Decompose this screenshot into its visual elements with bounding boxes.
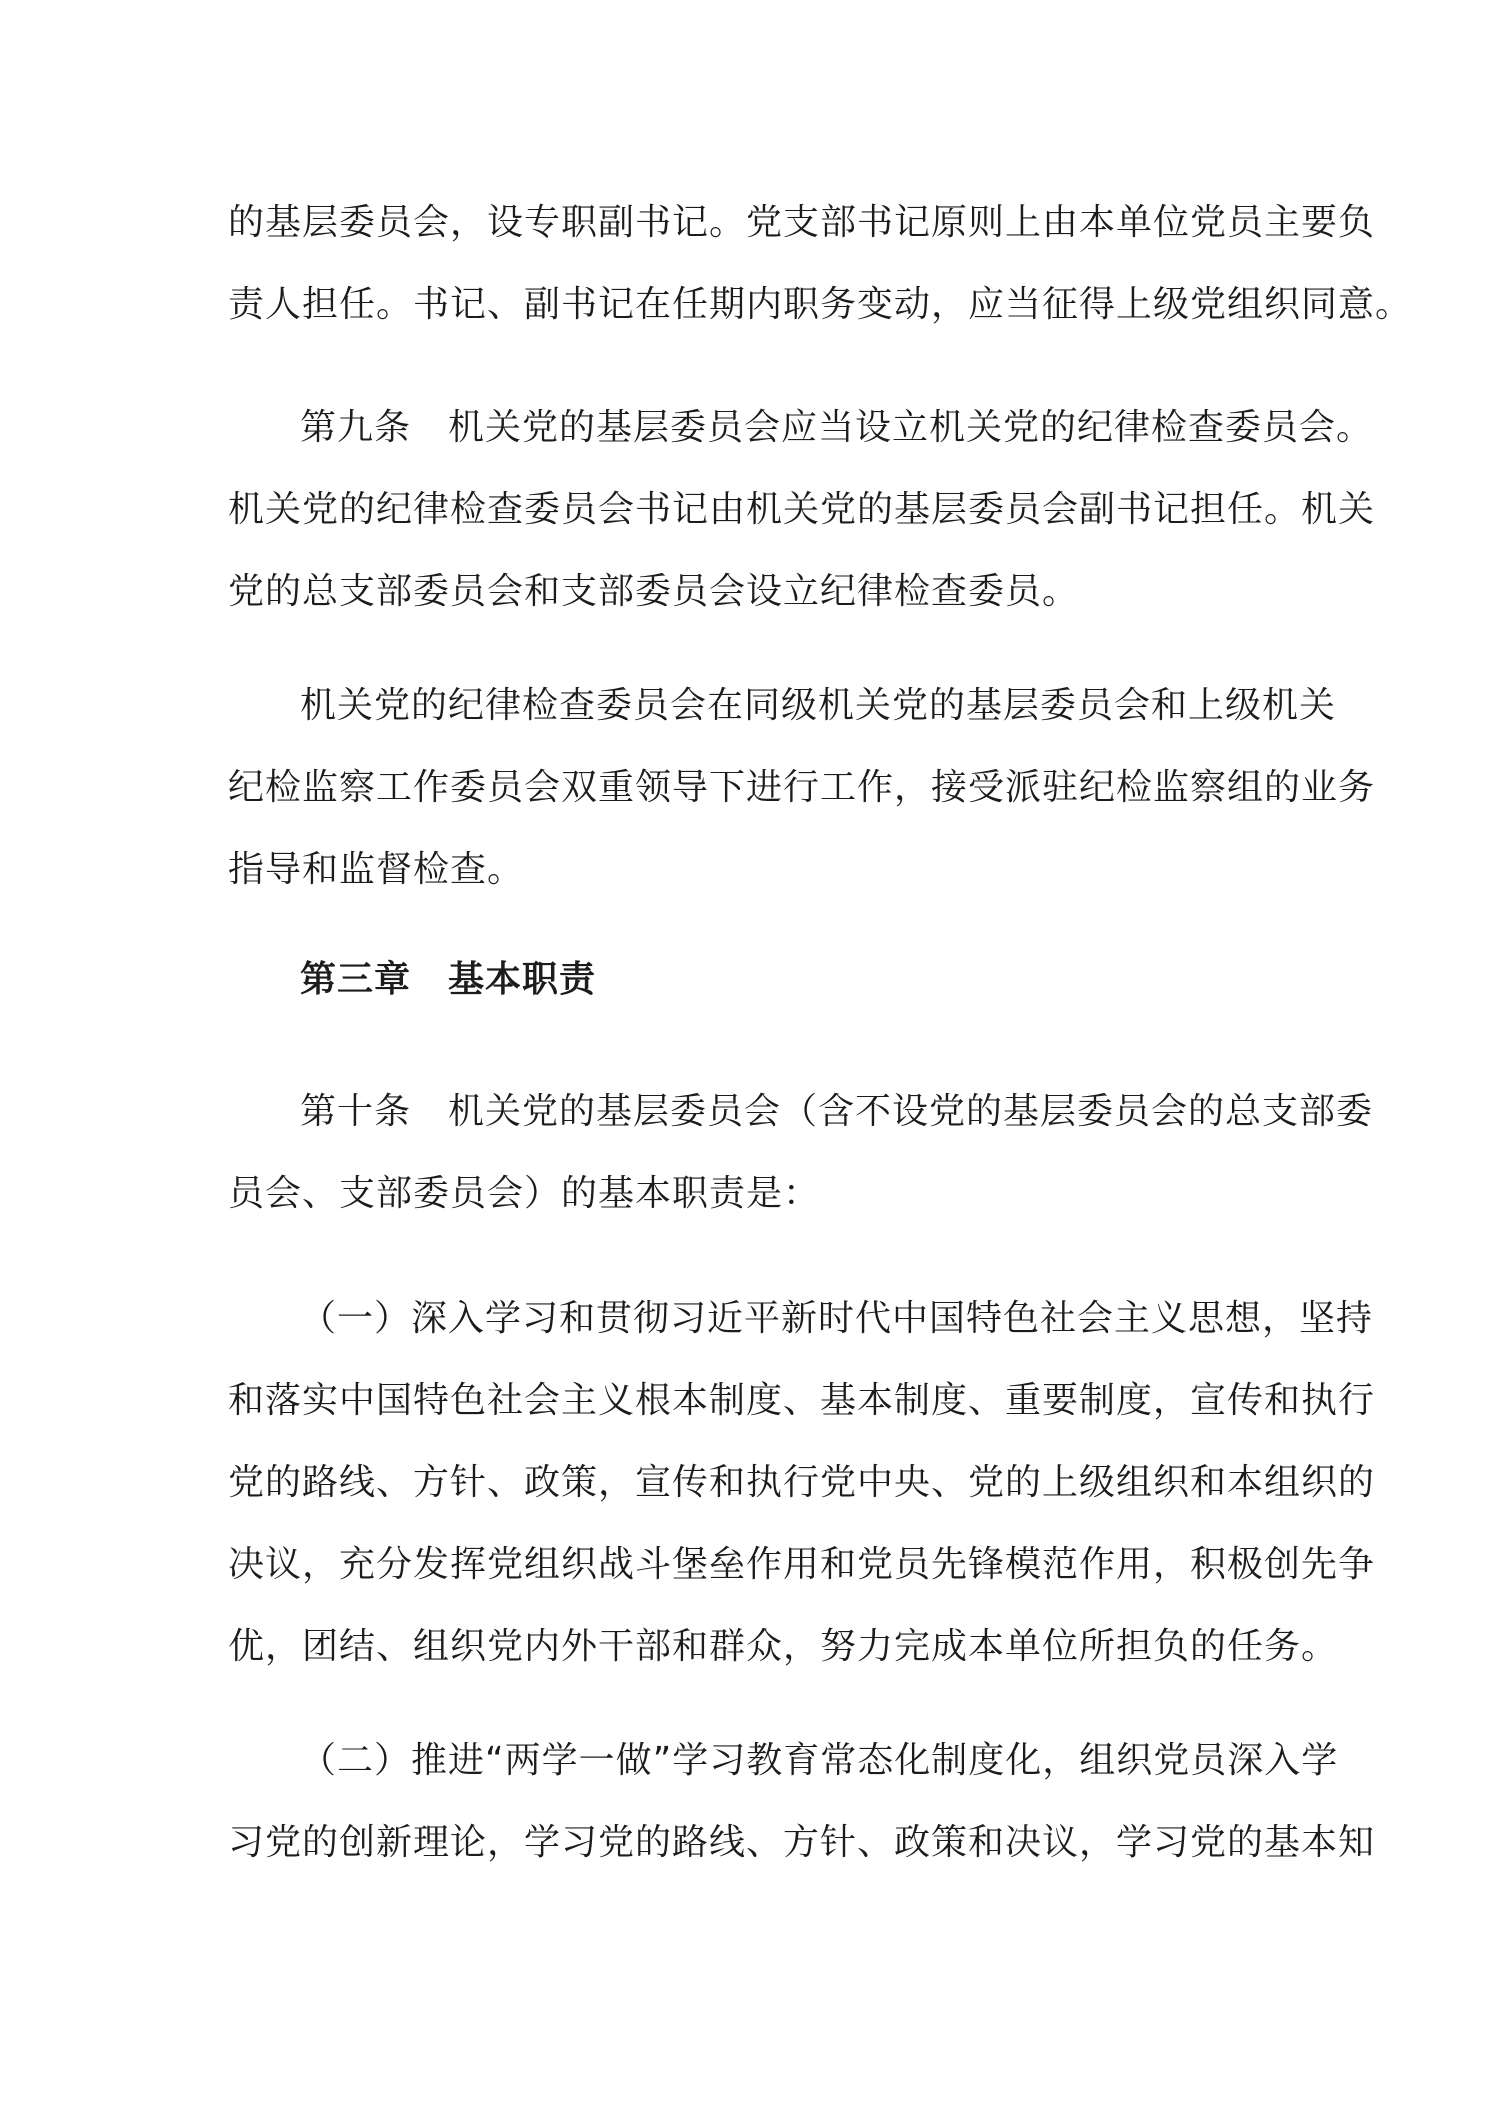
text-line: 习党的创新理论，学习党的路线、方针、政策和决议，学习党的基本知 xyxy=(228,1822,1376,1863)
text-line: 责人担任。书记、副书记在任期内职务变动，应当征得上级党组织同意。 xyxy=(228,284,1413,325)
text-line: 第九条 机关党的基层委员会应当设立机关党的纪律检查委员会。 xyxy=(300,407,1374,448)
text-line: 机关党的纪律检查委员会在同级机关党的基层委员会和上级机关 xyxy=(300,685,1337,726)
duty-item-1 xyxy=(228,1278,1376,1688)
text-line: 纪检监察工作委员会双重领导下进行工作，接受派驻纪检监察组的业务 xyxy=(228,767,1376,808)
text-line: 机关党的纪律检查委员会书记由机关党的基层委员会副书记担任。机关 xyxy=(228,489,1376,530)
text-line: 党的路线、方针、政策，宣传和执行党中央、党的上级组织和本组织的 xyxy=(228,1462,1376,1503)
text-line: 和落实中国特色社会主义根本制度、基本制度、重要制度，宣传和执行 xyxy=(228,1380,1376,1421)
text-line: 第十条 机关党的基层委员会（含不设党的基层委员会的总支部委 xyxy=(300,1091,1374,1132)
paragraph-continuation xyxy=(228,182,1413,346)
article-10-paragraph xyxy=(228,1071,1374,1235)
text-line: （二）推进“两学一做”学习教育常态化制度化，组织党员深入学 xyxy=(300,1740,1339,1781)
text-line: 决议，充分发挥党组织战斗堡垒作用和党员先锋模范作用，积极创先争 xyxy=(228,1544,1376,1585)
chapter-heading: 第三章 基本职责 xyxy=(300,959,597,1000)
article-9-second-paragraph xyxy=(228,665,1376,911)
text-line: 党的总支部委员会和支部委员会设立纪律检查委员。 xyxy=(228,571,1080,612)
chapter-heading-block xyxy=(228,939,1288,1021)
text-line: （一）深入学习和贯彻习近平新时代中国特色社会主义思想，坚持 xyxy=(300,1298,1374,1339)
text-line: 员会、支部委员会）的基本职责是： xyxy=(228,1173,821,1214)
duty-item-2 xyxy=(228,1720,1376,1884)
text-line: 指导和监督检查。 xyxy=(228,849,525,890)
text-line: 的基层委员会，设专职副书记。党支部书记原则上由本单位党员主要负 xyxy=(228,202,1376,243)
text-line: 优，团结、组织党内外干部和群众，努力完成本单位所担负的任务。 xyxy=(228,1626,1339,1667)
article-9-paragraph xyxy=(228,387,1376,633)
